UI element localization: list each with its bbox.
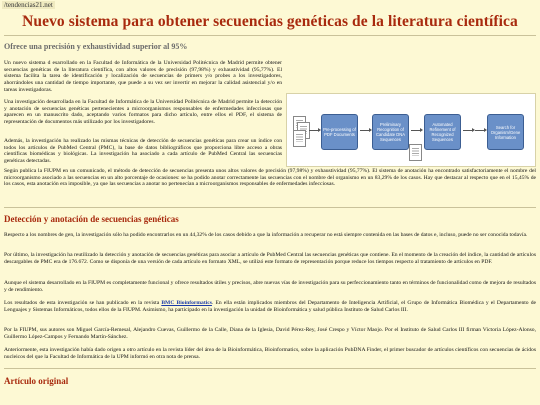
publication-text-after: . En ella están implicados miembros del Departamento de Inteligencia Artificial, el Grupo de Informática Biomédica y el Departamento de Lenguajes y Sistemas Informáticos, todos ellos de la FIUPM. Asimismo, ha participado en la investigación la unidad de Bioinformática y salud pública Instituto de Salud Carlos III. <box>4 300 537 313</box>
section-heading-detection: Detección y anotación de secuencias genéticas <box>4 214 179 224</box>
section-divider <box>4 207 536 208</box>
arrow-icon <box>411 130 421 131</box>
pipeline-step-refinement: Automated Refinement of Recognized Sequences <box>424 114 461 150</box>
paragraph-results: Según publica la FIUPM en un comunicado, el método de detección de secuencias presenta unos altos valores de precisión (97,98%) y exhaustividad (95,77%). El sistema de anotación ha encontrado satisfactoriamente el nombre del microorganismo asociado a las secuencias en un alto porcentaje de ocasiones: se ha podido anotar correctamente las secuencias con el nombre del organismo en un 83,29% de los casos. Hay que destacar al respecto que en el 15,45% de los casos, esta anotación era imposible, ya que las secuencias a anotar no pertenecían a microorganismos responsables de enfermedades infecciosas. <box>4 168 536 188</box>
paragraph-detection: Una investigación desarrollada en la Facultad de Informática de la Universidad Politécnica de Madrid permite la detección y anotación de secuencias genéticas pertenecientes a microorganismos responsables de enfermedades infecciosas que aparecen en un manuscrito dado, aceptando varios formatos para dicho artículo, entre ellos el PDF, el sistema de representación de documentos más utilizado por los investigadores. <box>4 99 282 126</box>
paragraph-authors: Por la FIUPM, sus autores son Miguel García-Remesal, Alejandro Cuevas, Guillermo de la Calle, Diana de la Iglesia, David Pérez-Rey, José Crespo y Víctor Maojo. Por el Instituto de Salud Carlos III firman Victoria López-Alonso, Guillermo López-Campos y Fernando Martín-Sánchez. <box>4 327 536 340</box>
arrow-icon <box>309 130 319 131</box>
paragraph-previous-work: Anteriormente, esta investigación había dado origen a otro artículo en la revista líder del área de la Bioinformática, Bioinformatics, sobre la aplicación PubDNA Finder, el primer buscador de artículos científicos con secuencias de ácidos nucleicos del que la Facultad de Informática de la UPM informó en otra nota de prensa. <box>4 347 536 360</box>
pipeline-step-preprocessing: Pre-processing of PDF Documents <box>321 114 358 150</box>
arrow-icon <box>463 130 473 131</box>
section-heading-original-article: Artículo original <box>4 376 69 386</box>
arrow-icon <box>360 130 370 131</box>
paragraph-pmc-index: Además, la investigación ha realizado las mismas técnicas de detección de secuencias genéticas para crear un índice con todos los artículos de PubMed Central (PMC), la base de datos bibliográficos que proporciona libre acceso a obras científicas biomédicas y biológicas. La investigación ha asociado a cada artículo de PubMed Central las secuencias genéticas detectadas. <box>4 138 282 165</box>
page-subtitle: Ofrece una precisión y exhaustividad superior al 95% <box>4 42 188 51</box>
title-divider <box>4 35 536 36</box>
publication-text-before: Los resultados de esta investigación se han publicado en la revista <box>4 300 162 306</box>
pipeline-diagram <box>286 93 536 167</box>
document-icon <box>293 130 306 147</box>
pipeline-step-search: Search for Organism/Gene Information <box>487 114 524 150</box>
paragraph-intro: Un nuevo sistema d esarrollado en la Facultad de Informática de la Universidad Politécnica de Madrid permite obtener secuencias genéticas de la literatura científica, con altos valores de precisión (97,98%) y exhaustividad (95,77%). El sistema facilita la tarea de identificación y localización de secuencias de primers y/o probes a los investigadores, ahorrándoles una cantidad de tiempo importante, que puede a su vez ser invertir en mejorar la calidad asistencial y/o en tareas investigadoras. <box>4 60 282 93</box>
page-title: Nuevo sistema para obtener secuencias genéticas de la literatura científica <box>22 13 518 30</box>
paragraph-gene-names: Respecto a los nombres de gen, la investigación sólo ha podido encontrarlos en un 44,32% de los casos debido a que la información a recuperar no está siempre contenida en las bases de datos e, incluso, puede no ser conocida todavía. <box>4 232 528 238</box>
paragraph-pmc-reuse: Por último, la investigación ha reutilizado la detección y anotación de secuencias genéticas para asociar a artículo de PubMed Central las secuencias genéticas que contiene. En el momento de la creación del índice, la cantidad de artículos descargables de PMC era de 176.672. Como se disponía de una versión de cada artículo en formato XML, se utilizó este formato de representación porque reduce los tiempos respecto al tratamiento de artículos en PDF. <box>4 252 536 265</box>
paragraph-future-work: Aunque el sistema desarrollado en la FIUPM es completamente funcional y ofrece resultados útiles y precisos, abre nuevas vías de investigación para su perfeccionamiento tanto en términos de funcionalidad como de mejora de resultados y de rendimiento. <box>4 280 536 293</box>
pipeline-step-recognition: Preliminary Recognition of Candidate DNA Sequences <box>372 114 409 150</box>
section-divider <box>4 368 536 369</box>
breadcrumb[interactable]: /tendencias21.net <box>4 1 53 9</box>
arrow-icon <box>475 130 485 131</box>
document-icon <box>409 144 422 161</box>
bmc-bioinformatics-link[interactable]: BMC Bioinformatics <box>161 300 212 306</box>
paragraph-publication <box>4 300 536 313</box>
